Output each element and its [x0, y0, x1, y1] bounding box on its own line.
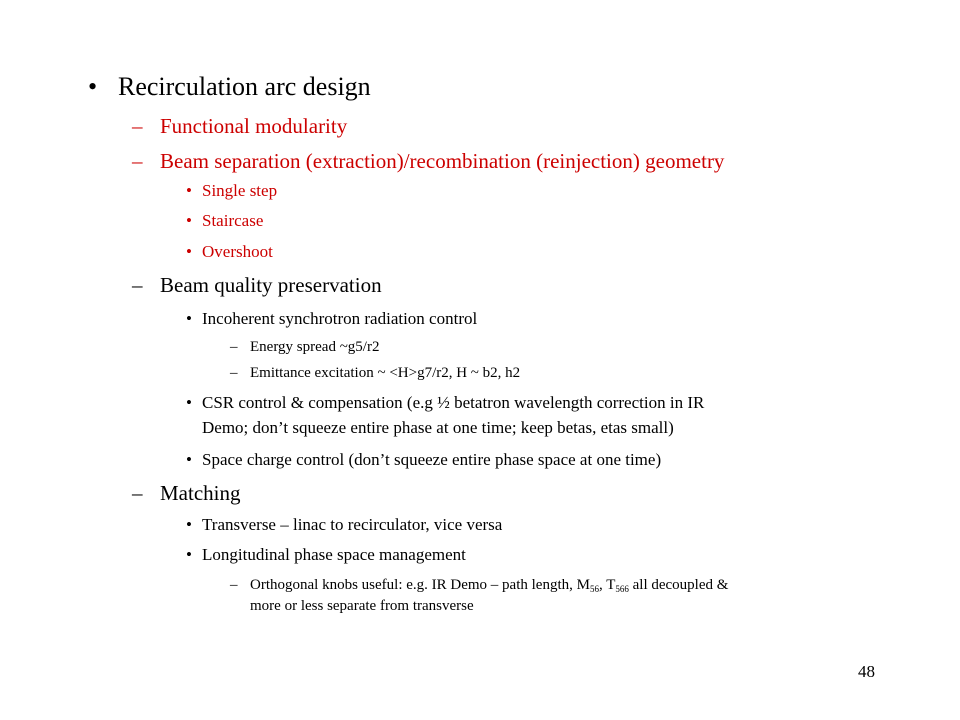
bullet-text: Single step: [202, 181, 278, 200]
bullet-text: Staircase: [202, 211, 264, 230]
bullet-marker: •: [186, 515, 192, 534]
ortho-text-b: , T: [598, 577, 616, 593]
ortho-subscript-t: 566: [615, 584, 629, 594]
bullet-marker: •: [186, 545, 192, 564]
dash-marker: –: [230, 365, 238, 381]
dash-text: Energy spread ~g5/r2: [250, 339, 380, 355]
dash-text: [250, 577, 728, 594]
dash-text: Beam separation (extraction)/recombination (reinjection) geometry: [160, 149, 725, 173]
bullet-text: Recirculation arc design: [118, 72, 371, 101]
dash-marker: –: [132, 149, 143, 173]
dash-marker: –: [132, 273, 143, 297]
dash-marker: –: [230, 577, 238, 593]
dash-marker: –: [132, 114, 143, 138]
dash-marker: –: [132, 481, 143, 505]
bullet-marker: •: [186, 309, 192, 328]
bullet-marker: •: [186, 242, 192, 261]
bullet-marker: •: [186, 211, 192, 230]
dash-marker: –: [230, 339, 238, 355]
bullet-text: CSR control & compensation (e.g ½ betatron wavelength correction in IR: [202, 393, 705, 412]
ortho-subscript-m: 56: [589, 584, 599, 594]
ortho-text-a: Orthogonal knobs useful: e.g. IR Demo – path length, M: [250, 577, 590, 593]
bullet-text: Space charge control (don’t squeeze entire phase space at one time): [202, 450, 662, 469]
bullet-marker: •: [186, 450, 192, 469]
bullet-marker: •: [186, 181, 192, 200]
dash-text-continued: more or less separate from transverse: [250, 598, 474, 614]
bullet-marker: •: [186, 393, 192, 412]
bullet-text: Longitudinal phase space management: [202, 545, 466, 564]
dash-text: Functional modularity: [160, 114, 348, 138]
dash-text: Emittance excitation ~ <H>g7/r2, H ~ b2, h2: [250, 365, 521, 381]
bullet-text: Transverse – linac to recirculator, vice versa: [202, 515, 503, 534]
dash-text: Matching: [160, 481, 241, 505]
ortho-text-c: all decoupled &: [628, 577, 729, 593]
bullet-text: Overshoot: [202, 242, 273, 261]
page-number: 48: [858, 662, 875, 681]
bullet-marker: •: [88, 72, 98, 101]
bullet-text: Incoherent synchrotron radiation control: [202, 309, 478, 328]
bullet-text-continued: Demo; don’t squeeze entire phase at one time; keep betas, etas small): [202, 418, 674, 437]
dash-text: Beam quality preservation: [160, 273, 382, 297]
